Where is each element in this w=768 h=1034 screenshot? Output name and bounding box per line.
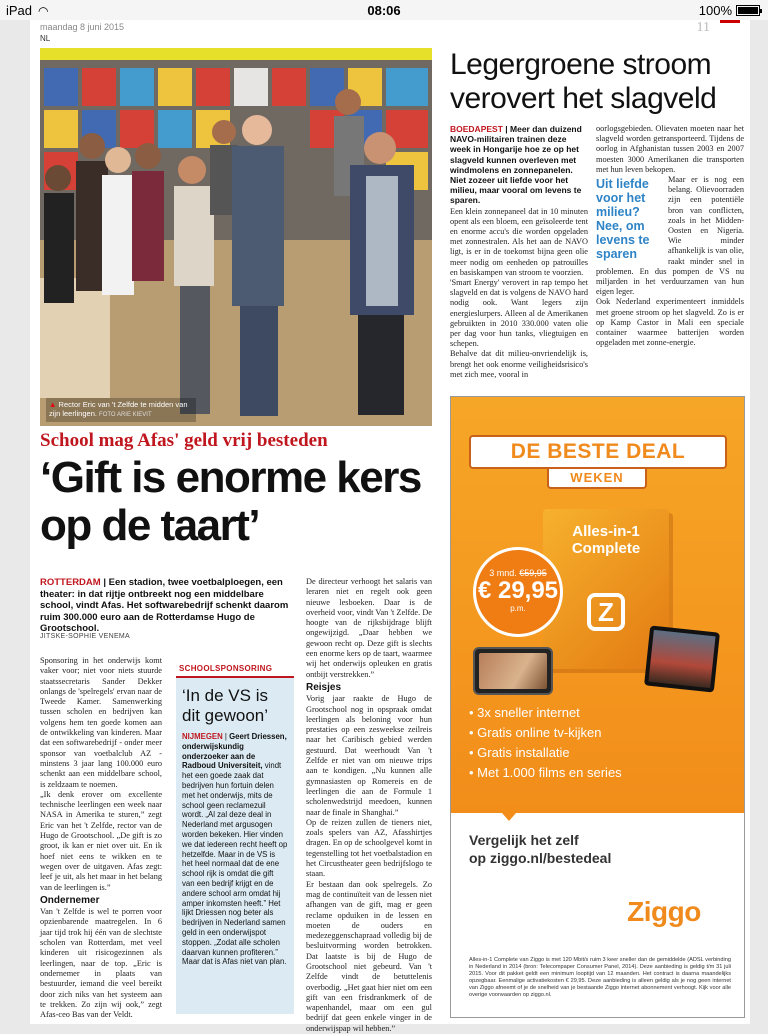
ziggo-z-logo-icon: Z [587, 593, 625, 631]
price-per: p.m. [510, 604, 526, 613]
paragraph: Ook Nederland experimenteert inmiddels met groene stroom op het slagveld. Zo is er op Kamp Castor in Mali een speciale container waarmee batterijen worden opgeladen met zonne-energie. [596, 297, 744, 348]
paragraph: Behalve dat dit milieu-onvriendelijk is, brengt het ook enorme veiligheidsrisico's met zich mee, vooral in [450, 349, 588, 379]
wifi-icon: ◠ [38, 3, 49, 18]
paragraph: oorlogsgebieden. Olievaten moeten naar het slagveld worden getransporteerd. Tijdens de oorlog in Afghanistan tussen 2003 en 2007 moesten 3000 Amerikanen die transporten met hun leven bekopen. [596, 124, 744, 174]
right-article-lead: BOEDAPEST | Meer dan duizend NAVO-militairen trainen deze week in Hongarije hoe ze op het slagveld kunnen overleven met windmolens en zonnepanelen. Niet zozeer uit liefde voor het milieu, maar vooral om levens te sparen. [450, 124, 582, 206]
phone-device-image [644, 626, 720, 693]
red-tab [720, 20, 740, 23]
paragraph: Vorig jaar raakte de Hugo de Grootschool nog in opspraak omdat leerlingen als beloning voor hun prestaties op een zesweekse zeilreis naar het Caribisch gebied werden gestuurd. Dat weerhoudt Van 't Zelfde er niet van om nieuwe trips aan te kondigen. „Nu kunnen alle gymnasiasten op Romereis en de leerlingen die aan de Formule 1 scholenwedstrijd meedoen, kunnen naar de finale in Shanghai.” [306, 694, 432, 817]
paragraph: „Ik denk erover om excellente technische leerlingen een week naar NASA in Amerika te sturen,” zegt Eric van het 't Zelfde, rector van de Hugo de Grootschool. „De gift is zo groot, ik kan er niet over uit. En ik hoef niet eens te wikken en te wegen over de uitgaven. Afas zegt: leef je uit, als het maar in het belang van de leerlingen is.” [40, 789, 162, 892]
ad-bullet: • 3x sneller internet [469, 703, 729, 723]
old-price: €59,95 [519, 568, 547, 578]
ad-bullet: • Gratis online tv-kijken [469, 723, 729, 743]
ad-cta[interactable] [469, 831, 729, 867]
right-article-column-1 [450, 124, 588, 380]
photo-caption [46, 398, 196, 422]
battery-fill [738, 7, 758, 14]
ziggo-advertisement[interactable] [450, 396, 745, 1018]
sidebar-intro: Geert Driessen, onderwijskundig onderzoeker aan de Radboud Universiteit, [182, 732, 287, 771]
battery-percent: 100% [698, 3, 732, 18]
page-number: 11 [696, 20, 710, 35]
article-headline[interactable]: ‘Gift is enorme kers op de taart’ [40, 453, 421, 550]
ad-bullet: • Met 1.000 films en series [469, 763, 729, 783]
dateline: maandag 8 juni 2015 [40, 22, 125, 32]
photo-illustration [40, 48, 432, 426]
paragraph: Van 't Zelfde is wel te porren voor opzienbarende maatregelen. In 6 jaar tijd trok hij één van de slechtste scholen van Rotterdam, met veel kinderen uit risicogezinnen als leerlingen, naar de top. „Eric is ondernemer in plaats van bestuurder, iemand die veel bereikt door zich niks van het systeem aan te trekken. Zo zijn wij ook,” zegt Afas-ceo Bas van der Veldt. [40, 907, 162, 1020]
clock: 08:06 [367, 3, 401, 18]
article-column-3 [306, 577, 432, 1034]
right-lead-text: Meer dan duizend NAVO-militairen trainen deze week in Hongarije hoe ze op het slagveld kunnen overleven met windmolens en zonnepanelen. Niet zozeer uit liefde voor het milieu, maar vooral om levens te sparen. [450, 124, 582, 206]
sidebar-text: NIJMEGEN | Geert Driessen, onderwijskundig onderzoeker aan de Radboud Universiteit, vindt het een goede zaak dat bedrijven hun fortuin delen met het onderwijs, mits de school geen reclamezuil wordt. „Al zal deze deal in Nederland met argusogen worden bekeken. Hier vinden we dat iedereen recht heeft op hetzelfde. Maar in de VS is het heel normaal dat de ene school rijk is omdat die gift van een bedrijf krijgt en de andere school arm omdat hij amper inkomsten heeft.” Het lijkt Driessen nog beter als bedrijven in Nederland samen geld in een onderwijspot stoppen. „Zodat alle scholen daarvan kunnen profiteren.” Maar dat is Afas niet van plan. [182, 732, 288, 967]
article-kicker: School mag Afas' geld vrij besteden [40, 430, 328, 451]
paragraph: De directeur verhoogt het salaris van leraren niet en regelt ook geen nieuwe lesboeken. Daar is de overheid voor, vindt Van 't Zelfde. De hoogte van de rijksbijdrage blijft ongewijzigd. „Daar hebben we gewoon recht op. Deze gift is slechts een enorme kers op de taart, waarmee wij het onderwijs opleuken en gratis ontbijt verstrekken.” [306, 577, 432, 679]
subheading: Ondernemer [40, 894, 100, 906]
right-lead-place: BOEDAPEST [450, 124, 503, 134]
paragraph: 'Smart Energy' verovert in rap tempo het slagveld en dat is volgens de NAVO hard nodig ook. Want legers zijn energieslurpers. Alleen al de Amerikanen gebruikten in 2010 330.000 vaten olie per dag voor hun tanks, vliegtuigen en schepen. [450, 278, 588, 349]
lead-text: Een stadion, twee voetbalploegen, een theater: in dat rijtje ontbreekt nog een middelbare school, vindt Afas. Het softwarebedrijf schenkt daarom ruim 300.000 euro aan de Rotterdamse Hugo de Grootschool. [40, 577, 289, 634]
article-column-1 [40, 656, 162, 1020]
photo-credit: FOTO ARIE KIEVIT [99, 412, 152, 418]
caption-triangle-icon: ▲ [49, 400, 57, 409]
caption-text: Rector Eric van 't Zelfde te midden van zijn leerlingen. [49, 400, 188, 418]
paragraph: Er bestaan dan ook spelregels. Zo mag de continuïteit van de lessen niet afhangen van de gift, mag er geen reclame opduiken in de lessen en moeten de ouders en medezeggenschapraad volledig bij de besluitvorming worden betrokken. Dat laatste is bij de Hugo de Grootschool niet gebeurd. Van 't Zelfde vindt de betuttelenis overbodig. „Het gaat hier niet om een gift van een frisdrankmerk of de wapenhandel, maar om een gul bedrijf dat geen enkele vinger in de onderwijspap wil hebben.” [306, 879, 432, 1033]
price-period: 3 mnd. [489, 568, 517, 578]
article-lead: ROTTERDAM | Een stadion, twee voetbalploegen, een theater: in dat rijtje ontbreekt nog een middelbare school, vindt Afas. Het softwarebedrijf schenkt daarom ruim 300.000 euro aan de Rotterdamse Hugo de Grootschool. [40, 577, 289, 634]
sidebar-place: NIJMEGEN [182, 732, 223, 741]
down-arrow-icon [495, 805, 523, 821]
ad-title: DE BESTE DEAL [469, 435, 727, 469]
right-article-column-2 [596, 124, 744, 348]
product-name: Alles-in-1 Complete [571, 523, 641, 557]
subheading: Reisjes [306, 681, 342, 693]
ad-bullet: • Gratis installatie [469, 743, 729, 763]
price-badge [473, 547, 563, 637]
ad-subtitle: WEKEN [547, 469, 647, 489]
ad-bullet-list [469, 703, 729, 783]
ad-fine-print: Alles-in-1 Complete van Ziggo is met 120 Mbit/s ruim 3 keer sneller dan de gemiddelde (ADSL verbinding in Nederland in 2014 (bron: Telecompaper Consumer Panel, 2014). Deze aanbieding is geldig t/m 31 juli 2015. Voor dit pakket geldt een minimum looptijd van 12 maanden. Het contract is daarna maandelijks opzegbaar. Eenmalige activatiekosten € 29,95. Deze aanbieding is alleen geldig als je nog geen internet van Ziggo afneemt of je de snelheid van je bestaande Ziggo internet abonnement verhoogt. Kijk voor alle overige voorwaarden op ziggo.nl. [469, 957, 731, 998]
cta-line-1: Vergelijk het zelf [469, 832, 579, 848]
pull-quote: Uit liefde voor het milieu? Nee, om levens te sparen [596, 177, 650, 262]
paragraph: Een klein zonnepaneel dat in 10 minuten opent als een bloem, een geïsoleerde tent en enorme accu's die worden opgeladen met zonnestralen. Als het aan de NAVO ligt, is er in de toekomst bijna geen olie meer nodig om eenheden op patrouilles en basiskampen van stroom te voorzien. [450, 206, 588, 277]
tablet-device-image [473, 647, 553, 695]
paragraph: Op de reizen zullen de tieners niet, zoals spelers van AZ, Afasshirtjes dragen. En op de schoolgevel komt in tegenstelling tot het voetbalstadion en het Circustheater geen bedrijfslogo te staan. [306, 817, 432, 879]
byline: JITSKE-SOPHIE VENEMA [40, 633, 131, 640]
newspaper-page[interactable] [30, 20, 750, 1033]
ziggo-logo: Ziggo [627, 896, 701, 927]
sidebar-body: vindt het een goede zaak dat bedrijven hun fortuin delen met het onderwijs, mits de school geen reclamezuil wordt. „Al zal deze deal in Nederland met argusogen worden bekeken. Hier vinden we dat iedereen recht heeft op hetzelfde. Maar in de VS is het heel normaal dat de ene school rijk is omdat die gift van een bedrijf krijgt en de andere school arm omdat hij amper inkomsten heeft.” Het lijkt Driessen nog beter als bedrijven in Nederland samen geld in een onderwijspot stoppen. „Zodat alle scholen daarvan kunnen profiteren.” Maar dat is Afas niet van plan. [182, 761, 288, 967]
status-bar [0, 0, 768, 20]
article-photo[interactable] [40, 48, 432, 426]
lead-place: ROTTERDAM [40, 577, 101, 588]
right-article-headline[interactable]: Legergroene stroom verovert het slagveld [450, 48, 717, 115]
section-label: NL [40, 34, 51, 43]
ad-orange-panel [451, 397, 744, 813]
sidebar-quote: ‘In de VS is dit gewoon’ [182, 686, 269, 725]
paragraph: Sponsoring in het onderwijs komt vaker voor; niet voor niets stuurde staatssecretaris Sander Dekker onlangs de 'spelregels' ervan naar de Tweede Kamer. Samenwerking tussen scholen en bedrijven kan volgens hem ten goede komen aan de ontwikkeling van kinderen. Maar dat een softwarebedrijf - onder meer sponsor van voetbalclub AZ - minstens 3 jaar lang 100.000 euro schenkt aan een middelbare school, is zeldzaam te noemen. [40, 656, 162, 789]
new-price: € 29,95 [477, 577, 559, 604]
cta-line-2: op ziggo.nl/bestedeal [469, 850, 612, 866]
page-header [40, 20, 740, 48]
sidebar-label: SCHOOLSPONSORING [176, 662, 294, 678]
device-label: iPad [6, 3, 33, 18]
paragraph: Maar er is nog een belang. Olievoorraden zijn een potentiële bron van conflicten, zoals in het Midden-Oosten en Nigeria. Wie minder afhankelijk is van olie, raakt minder snel in problemen. En dus pompen de VS nu miljarden in het verduurzamen van hun eigen leger. [596, 175, 744, 297]
battery-icon [736, 5, 760, 16]
sidebar-box [176, 662, 294, 1014]
